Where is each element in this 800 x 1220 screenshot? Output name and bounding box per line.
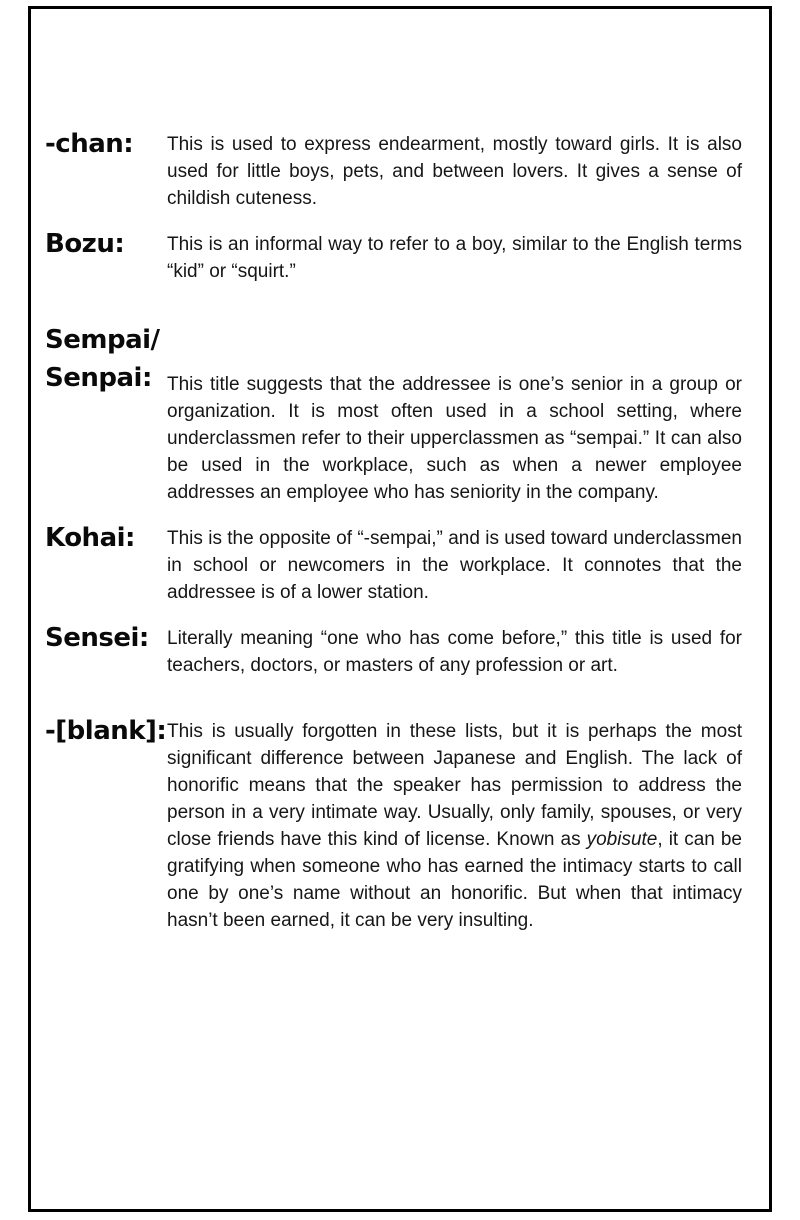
definition-entry bbox=[45, 522, 742, 606]
definition-entry bbox=[45, 622, 742, 679]
definition-list bbox=[45, 128, 742, 934]
definition-text: Literally meaning “one who has come before,” this title is used for teachers, doctors, or masters of any profession or art. bbox=[167, 628, 742, 676]
definition-entry bbox=[45, 715, 742, 934]
term-label: Sensei: bbox=[45, 623, 149, 653]
definition-text: This title suggests that the addressee is one’s senior in a group or organization. It is most often used in a school setting, where underclassmen refer to their upperclassmen as “sempai.” It can also be used in the workplace, such as when a newer employee addresses an employee who has seniority in the company. bbox=[167, 374, 742, 503]
term-label: -chan: bbox=[45, 129, 134, 159]
definition-text: This is an informal way to refer to a boy, similar to the English terms “kid” or “squirt.” bbox=[167, 234, 742, 282]
definition-entry bbox=[45, 228, 742, 285]
definition-text: This is used to express endearment, mostly toward girls. It is also used for little boys, pets, and between lovers. It gives a sense of childish cuteness. bbox=[167, 134, 742, 209]
term-label: Bozu: bbox=[45, 229, 125, 259]
term-label: -[blank]: bbox=[45, 716, 167, 746]
term-label: Kohai: bbox=[45, 523, 135, 553]
definition-entry bbox=[45, 321, 742, 506]
term-label: Sempai/ Senpai: bbox=[45, 325, 160, 393]
definition-entry bbox=[45, 128, 742, 212]
definition-text: This is the opposite of “-sempai,” and is used toward underclassmen in school or newcomers in the workplace. It connotes that the addressee is of a lower station. bbox=[167, 528, 742, 603]
definition-text: This is usually forgotten in these lists, but it is perhaps the most significant difference between Japanese and English. The lack of honorific means that the speaker has permission to address the person in a very intimate way. Usually, only family, spouses, or very close friends have this kind of license. Known as yobisute, it can be gratifying when someone who has earned the intimacy starts to call one by one’s name without an honorific. But when that intimacy hasn’t been earned, it can be very insulting. bbox=[167, 721, 742, 931]
